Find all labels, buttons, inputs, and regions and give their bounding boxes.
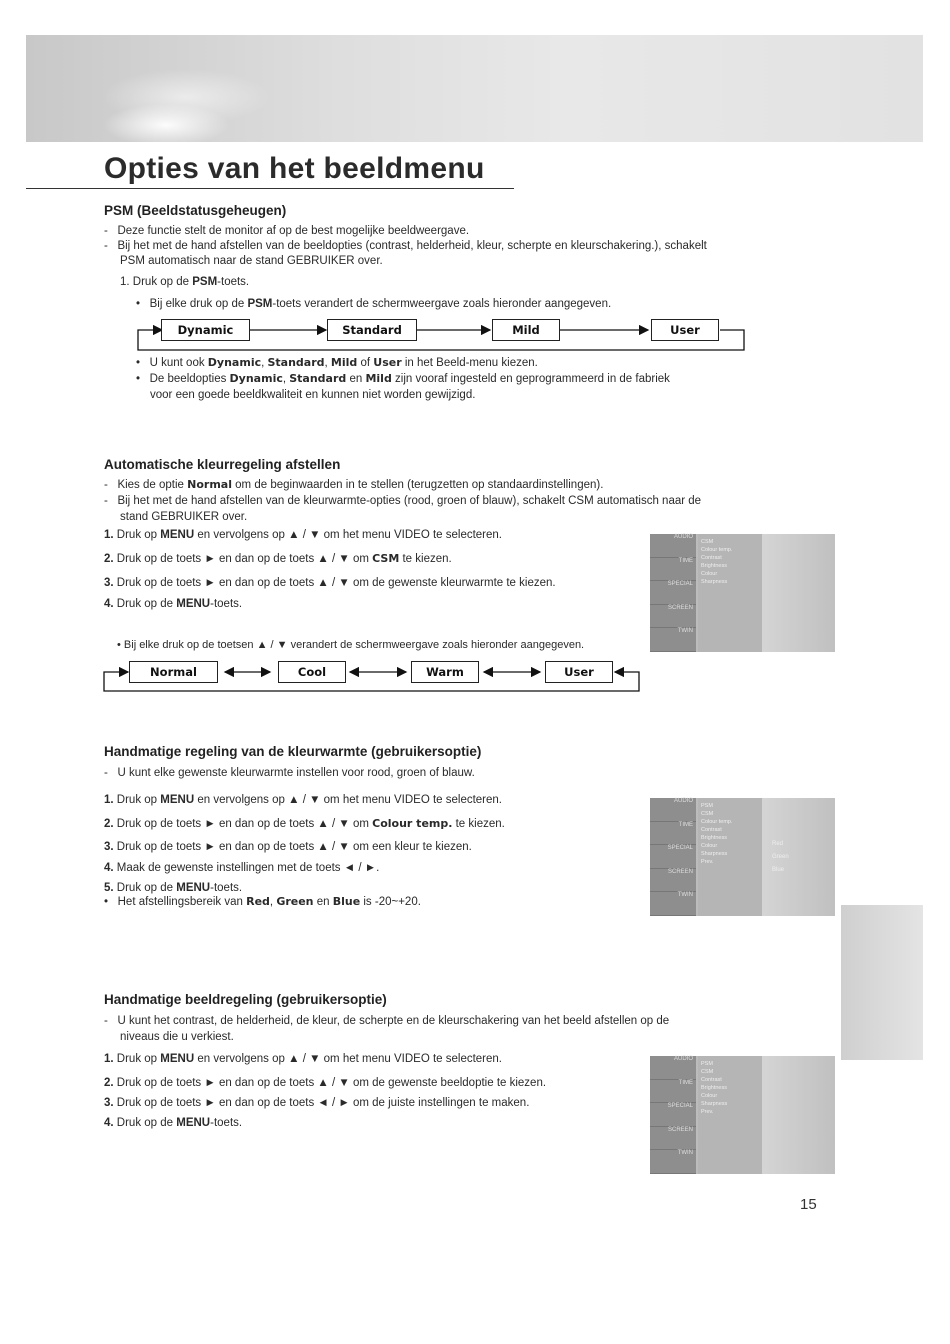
csm-mode-user: User — [545, 661, 613, 683]
csm-bullet-1: - Kies de optie Normal om de beginwaarden in te stellen (terugzetten op standaardinstellingen). — [104, 478, 604, 491]
manual-color-step-1: 1. Druk op MENU en vervolgens op ▲ / ▼ om het menu VIDEO te selecteren. — [104, 794, 502, 806]
csm-step-4: 4. Druk op de MENU-toets. — [104, 598, 243, 610]
manual-picture-bullet-cont: niveaus die u verkiest. — [120, 1031, 234, 1043]
menu-sidebar: AUDIO TIME SPECIAL SCREEN TWIN — [650, 798, 696, 916]
manual-picture-step-2: 2. Druk op de toets ► en dan op de toets ▲ / ▼ om de gewenste beeldoptie te kiezen. — [104, 1077, 547, 1089]
colour-temp-menu-screenshot — [650, 798, 835, 916]
psm-bullet-2-cont: PSM automatisch naar de stand GEBRUIKER over. — [120, 255, 383, 267]
psm-mode-mild: Mild — [492, 319, 560, 341]
csm-bullet-2: - Bij het met de hand afstellen van de kleurwarmte-opties (rood, groen of blauw), schakelt CSM automatisch naar de — [104, 495, 702, 507]
manual-picture-bullet: - U kunt het contrast, de helderheid, de kleur, de scherpte en de kleurschakering van het beeld afstellen op de — [104, 1015, 670, 1027]
psm-mode-user: User — [651, 319, 719, 341]
manual-color-step-3: 3. Druk op de toets ► en dan op de toets ▲ / ▼ om een kleur te kiezen. — [104, 841, 472, 853]
manual-color-step-5: 5. Druk op de MENU-toets. — [104, 882, 243, 894]
psm-step-1: 1. Druk op de PSM-toets. — [120, 276, 250, 288]
manual-color-note: • Het afstellingsbereik van Red, Green en Blue is -20~+20. — [104, 895, 421, 908]
menu-panel: PSM CSM Colour temp. Contrast Brightness Colour Sharpness Prev. — [698, 798, 762, 916]
psm-heading: PSM (Beeldstatusgeheugen) — [104, 203, 287, 218]
psm-note-3-cont: voor een goede beeldkwaliteit en kunnen niet worden gewijzigd. — [150, 389, 476, 401]
csm-step-2: 2. Druk op de toets ► en dan op de toets ▲ / ▼ om CSM te kiezen. — [104, 552, 452, 565]
manual-color-step-2: 2. Druk op de toets ► en dan op de toets ▲ / ▼ om Colour temp. te kiezen. — [104, 817, 505, 830]
manual-picture-step-1: 1. Druk op MENU en vervolgens op ▲ / ▼ om het menu VIDEO te selecteren. — [104, 1053, 502, 1065]
header-banner — [26, 35, 923, 142]
menu-panel: CSM Colour temp. Contrast Brightness Colour Sharpness — [698, 534, 762, 652]
csm-note: • Bij elke druk op de toetsen ▲ / ▼ verandert de schermweergave zoals hieronder aangegeven. — [117, 639, 585, 651]
csm-bullet-2-cont: stand GEBRUIKER over. — [120, 511, 248, 523]
manual-color-heading: Handmatige regeling van de kleurwarmte (gebruikersoptie) — [104, 744, 482, 759]
rgb-list: Red Green Blue — [772, 841, 789, 873]
psm-bullet-2: - Bij het met de hand afstellen van de beeldopties (contrast, helderheid, kleur, scherpte en kleurschakering.), schakelt — [104, 240, 707, 252]
csm-mode-normal: Normal — [129, 661, 218, 683]
manual-picture-step-4: 4. Druk op de MENU-toets. — [104, 1117, 243, 1129]
picture-menu-screenshot — [650, 1056, 835, 1174]
psm-note-2: • U kunt ook Dynamic, Standard, Mild of User in het Beeld-menu kiezen. — [136, 356, 538, 369]
csm-step-3: 3. Druk op de toets ► en dan op de toets ▲ / ▼ om de gewenste kleurwarmte te kiezen. — [104, 577, 556, 589]
page-edge-tab — [841, 905, 923, 1060]
manual-color-step-4: 4. Maak de gewenste instellingen met de toets ◄ / ►. — [104, 862, 380, 874]
psm-note-1: • Bij elke druk op de PSM-toets verandert de schermweergave zoals hieronder aangegeven. — [136, 298, 612, 310]
csm-step-1: 1. Druk op MENU en vervolgens op ▲ / ▼ om het menu VIDEO te selecteren. — [104, 529, 502, 541]
menu-panel: PSM CSM Contrast Brightness Colour Sharpness Prev. — [698, 1056, 762, 1174]
manual-picture-heading: Handmatige beeldregeling (gebruikersoptie) — [104, 992, 387, 1007]
manual-color-bullet: - U kunt elke gewenste kleurwarmte instellen voor rood, groen of blauw. — [104, 767, 475, 779]
psm-mode-standard: Standard — [327, 319, 417, 341]
csm-mode-cool: Cool — [278, 661, 346, 683]
csm-menu-screenshot — [650, 534, 835, 652]
psm-note-3: • De beeldopties Dynamic, Standard en Mild zijn vooraf ingesteld en geprogrammeerd in de fabriek — [136, 372, 670, 385]
menu-sidebar: AUDIO TIME SPECIAL SCREEN TWIN — [650, 1056, 696, 1174]
title-underline — [26, 188, 514, 189]
manual-picture-step-3: 3. Druk op de toets ► en dan op de toets ◄ / ► om de juiste instellingen te maken. — [104, 1097, 530, 1109]
page-title: Opties van het beeldmenu — [104, 152, 485, 185]
csm-heading: Automatische kleurregeling afstellen — [104, 457, 341, 472]
psm-mode-dynamic: Dynamic — [161, 319, 250, 341]
csm-mode-warm: Warm — [411, 661, 479, 683]
menu-sidebar: AUDIO TIME SPECIAL SCREEN TWIN — [650, 534, 696, 652]
page-number: 15 — [800, 1196, 817, 1213]
psm-bullet-1: - Deze functie stelt de monitor af op de best mogelijke beeldweergave. — [104, 225, 470, 237]
